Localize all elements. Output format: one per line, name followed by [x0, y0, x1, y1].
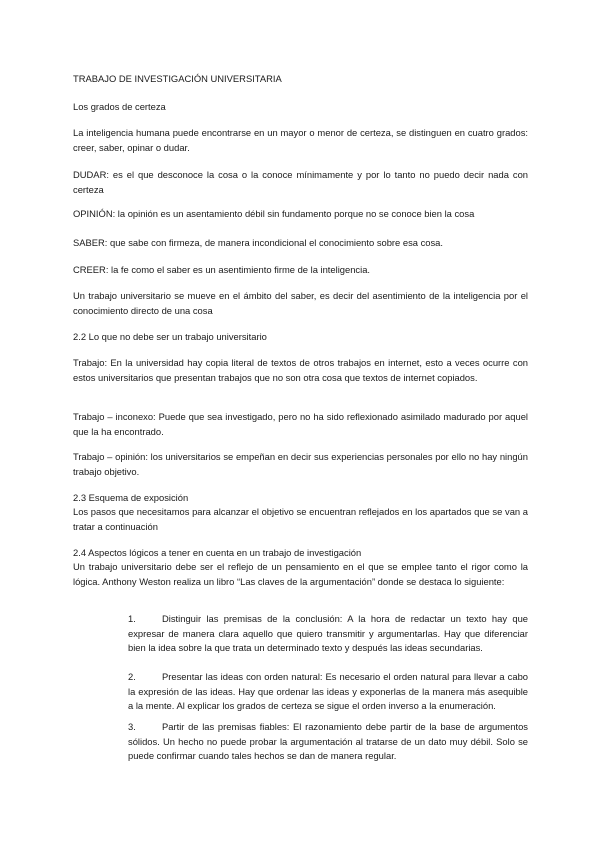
paragraph: Trabajo – opinión: los universitarios se empeñan en decir sus experiencias personales por ello no hay ningún trabajo objetivo. [73, 451, 528, 477]
list-item [128, 720, 528, 764]
list-item-text: Partir de las premisas fiables: El razonamiento debe partir de la base de argumentos sólidos. Un hecho no puede probar la argumentación al tratarse de un dato muy débil. Solo se puede confirmar cuando tales hechos se dan de manera regular. [128, 721, 528, 761]
list-item-number: 2. [128, 671, 136, 682]
section-heading: 2.4 Aspectos lógicos a tener en cuenta en un trabajo de investigación [73, 547, 362, 558]
list-item [128, 612, 528, 656]
list-item-text: Presentar las ideas con orden natural: Es necesario el orden natural para llevar a cabo la expresión de las ideas. Hay que ordenar las ideas y exponerlas de la manera más asequible a la mente. Al explicar los grados de certeza se sigue el orden inverso a la enumeración. [128, 671, 528, 711]
list-item [128, 670, 528, 714]
paragraph: DUDAR: es el que desconoce la cosa o la conoce mínimamente y por lo tanto no puedo decir nada con certeza [73, 169, 528, 195]
document-title: TRABAJO DE INVESTIGACIÓN UNIVERSITARIA [73, 73, 282, 84]
paragraph: Los pasos que necesitamos para alcanzar el objetivo se encuentran reflejados en los apartados que se van a tratar a continuación [73, 506, 528, 532]
paragraph: Un trabajo universitario se mueve en el ámbito del saber, es decir del asentimiento de la inteligencia por el conocimiento directo de una cosa [73, 290, 528, 316]
paragraph: Un trabajo universitario debe ser el reflejo de un pensamiento en el que se emplee tanto el rigor como la lógica. Anthony Weston realiza un libro “Las claves de la argumentación” donde se destaca lo siguiente: [73, 561, 528, 587]
list-item-text: Distinguir las premisas de la conclusión: A la hora de redactar un texto hay que expresar de manera clara aquello que quiero transmitir y argumentarlas. Hay que diferenciar bien la idea sobre la que trata un determinado texto y después las ideas secundarias. [128, 613, 528, 653]
section-heading: 2.3 Esquema de exposición [73, 492, 189, 503]
paragraph: Trabajo: En la universidad hay copia literal de textos de otros trabajos en internet, esto a veces ocurre con estos universitarios que presentan trabajos que no son otra cosa que textos de internet copiados. [73, 357, 528, 383]
paragraph: SABER: que sabe con firmeza, de manera incondicional el conocimiento sobre esa cosa. [73, 237, 443, 248]
section-heading: 2.2 Lo que no debe ser un trabajo universitario [73, 331, 267, 342]
paragraph: CREER: la fe como el saber es un asentimiento firme de la inteligencia. [73, 264, 371, 275]
section-heading: Los grados de certeza [73, 101, 166, 112]
paragraph: OPINIÓN: la opinión es un asentamiento débil sin fundamento porque no se conoce bien la cosa [73, 208, 475, 219]
paragraph: La inteligencia humana puede encontrarse en un mayor o menor de certeza, se distinguen en cuatro grados: creer, saber, opinar o dudar. [73, 127, 528, 153]
list-item-number: 1. [128, 613, 136, 624]
list-item-number: 3. [128, 721, 136, 732]
paragraph: Trabajo – inconexo: Puede que sea investigado, pero no ha sido reflexionado asimilado madurado por aquel que la ha encontrado. [73, 411, 528, 437]
